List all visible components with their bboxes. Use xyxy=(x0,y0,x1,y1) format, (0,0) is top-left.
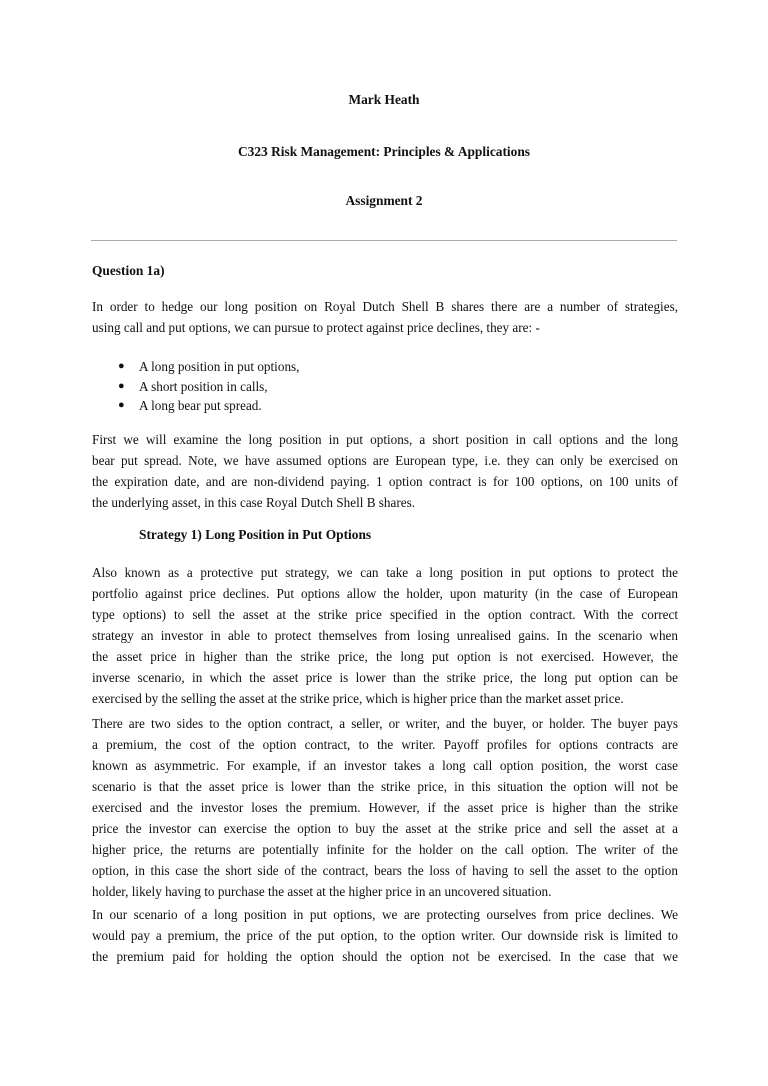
paragraph-line: There are two sides to the option contract, a seller, or writer, and the buyer, or holder. The buyer pays xyxy=(92,716,678,731)
paragraph-line: the underlying asset, in this case Royal Dutch Shell B shares. xyxy=(92,495,416,510)
paragraph-line: First we will examine the long position in put options, a short position in call options and the long xyxy=(92,432,678,447)
paragraph-line: price the investor can exercise the option to buy the asset at the strike price and sell the asset at a xyxy=(92,821,678,836)
list-item-text: A short position in calls, xyxy=(139,378,268,394)
paragraph-line: the expiration date, and are non-dividend paying. 1 option contract is for 100 options, on 100 units of xyxy=(92,474,678,489)
paragraph-line: known as asymmetric. For example, if an investor takes a long call option position, the worst case xyxy=(92,758,678,773)
paragraph-line: exercised by the selling the asset at the strike price, which is higher price than the market asset price. xyxy=(92,691,624,706)
strategy-bullet-list xyxy=(92,357,678,416)
list-item xyxy=(92,357,678,377)
course-title: C323 Risk Management: Principles & Applications xyxy=(238,144,530,159)
list-item-text: A long bear put spread. xyxy=(139,398,262,413)
paragraph-line: the premium paid for holding the option should the option not be exercised. In the case that we xyxy=(92,949,678,964)
overview-paragraph xyxy=(92,429,678,513)
option-sides-paragraph xyxy=(92,713,678,902)
bullet-icon: ● xyxy=(118,399,125,411)
paragraph-line: scenario is that the asset price is lower than the strike price, in this situation the option will not be xyxy=(92,779,678,794)
paragraph-line: higher price, the returns are potentially infinite for the holder on the call option. The writer of the xyxy=(92,842,678,857)
strategy-heading: Strategy 1) Long Position in Put Options xyxy=(139,527,372,542)
list-item xyxy=(92,396,678,416)
paragraph-line: In our scenario of a long position in put options, we are protecting ourselves from price declines. We xyxy=(92,907,678,922)
paragraph-line: strategy an investor in able to protect themselves from losing unrealised gains. In the scenario when xyxy=(92,628,678,643)
question-heading: Question 1a) xyxy=(92,263,165,278)
list-item-text: A long position in put options, xyxy=(139,359,300,374)
assignment-title: Assignment 2 xyxy=(345,193,423,208)
list-item xyxy=(92,377,678,397)
protective-put-paragraph xyxy=(92,562,678,709)
paragraph-line: a premium, the cost of the option contract, to the writer. Payoff profiles for options contracts are xyxy=(92,737,678,752)
paragraph-line: bear put spread. Note, we have assumed options are European type, i.e. they can only be exercised on xyxy=(92,453,678,468)
long-put-scenario-paragraph xyxy=(92,904,678,967)
paragraph-line: In order to hedge our long position on Royal Dutch Shell B shares there are a number of strategies, xyxy=(92,299,678,314)
paragraph-line: option, in this case the short side of the contract, bears the loss of having to sell the asset to the option xyxy=(92,863,678,878)
paragraph-line: Also known as a protective put strategy, we can take a long position in put options to protect the xyxy=(92,565,678,580)
bullet-icon: ● xyxy=(118,360,125,372)
paragraph-line: would pay a premium, the price of the put option, to the option writer. Our downside risk is limited to xyxy=(92,928,678,943)
paragraph-line: holder, likely having to purchase the asset at the higher price in an uncovered situation. xyxy=(92,884,552,899)
paragraph-line: exercised and the investor loses the premium. However, if the asset price is higher than the strike xyxy=(92,800,678,815)
paragraph-line: using call and put options, we can pursue to protect against price declines, they are: - xyxy=(92,320,540,335)
paragraph-line: portfolio against price declines. Put options allow the holder, upon maturity (in the case of European xyxy=(92,586,678,601)
intro-paragraph xyxy=(92,296,678,338)
header-divider xyxy=(91,240,677,241)
paragraph-line: the asset price in higher than the strike price, the long put option is not exercised. However, the xyxy=(92,649,678,664)
paragraph-line: inverse scenario, in which the asset price is lower than the strike price, the long put option can be xyxy=(92,670,678,685)
author-name: Mark Heath xyxy=(348,92,420,107)
paragraph-line: type options) to sell the asset at the strike price specified in the option contract. With the correct xyxy=(92,607,678,622)
bullet-icon: ● xyxy=(118,379,125,392)
